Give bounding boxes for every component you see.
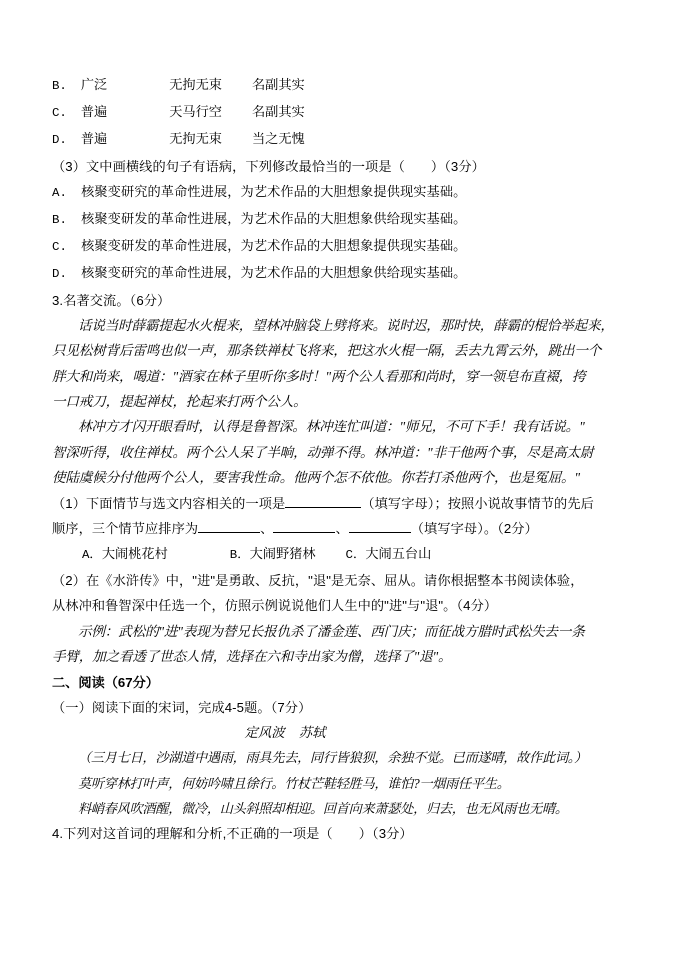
q2-option-b-col1: 广泛 xyxy=(80,77,108,92)
q2-option-b xyxy=(52,72,648,99)
q3-sub1-sep-2: 、 xyxy=(335,520,349,536)
q4-stem xyxy=(52,821,648,846)
q3sub-option-d xyxy=(52,260,648,287)
q2-option-d-letter: D. xyxy=(52,133,67,148)
q3sub-option-a-letter: A. xyxy=(52,185,68,200)
q2-option-b-col3: 名副其实 xyxy=(252,77,305,92)
q2-option-c xyxy=(52,99,648,126)
q3-sub1-line2 xyxy=(52,516,648,541)
q3-sub1-choice-b-text: 大闹野猪林 xyxy=(249,546,316,562)
q3-sub1-line2-pre: 顺序，三个情节应排序为 xyxy=(52,520,199,536)
q3sub-option-b-text: 核聚变研发的革命性进展，为艺术作品的大胆想象供给现实基础。 xyxy=(81,211,467,227)
q3-passage-line-5: 林冲方才闪开眼看时，认得是鲁智深。林冲连忙叫道："师兄，不可下手！我有话说。" xyxy=(78,419,585,435)
q3sub-option-b xyxy=(52,206,648,233)
q3sub-option-c-letter: C. xyxy=(52,240,68,255)
answer-blank-4[interactable] xyxy=(349,532,411,533)
section-2-heading: 二、阅读（67分） xyxy=(52,674,159,690)
q3-sub1-sep-1: 、 xyxy=(260,520,274,536)
poem-author: 苏轼 xyxy=(298,724,326,740)
q3sub-option-a xyxy=(52,179,648,206)
poem-preface: （三月七日，沙湖道中遇雨，雨具先去，同行皆狼狈，余独不觉。已而遂晴，故作此词。） xyxy=(78,750,587,766)
q3-passage-line-3: 胖大和尚来，喝道："酒家在林子里听你多时！"两个公人看那和尚时，穿一领皂布直裰，挎 xyxy=(52,368,586,384)
q2-option-b-letter: B. xyxy=(52,79,67,93)
q4-stem-post: ）（3分） xyxy=(358,826,413,842)
poem-body-line-1: 莫听穿林打叶声，何妨吟啸且徐行。竹杖芒鞋轻胜马，谁怕?一烟雨任平生。 xyxy=(78,775,510,791)
q3-heading: 3.名著交流。（6分） xyxy=(52,292,171,308)
q3-sub1-line1-post: （填写字母）；按照小说故事情节的先后 xyxy=(361,495,594,511)
q2-option-b-col2: 无拘无束 xyxy=(169,77,222,92)
q3-passage-line-4: 一口戒刀，提起禅杖，抡起来打两个公人。 xyxy=(52,394,307,410)
q2-option-c-letter: C. xyxy=(52,106,67,121)
q3-passage-line-2: 只见松树背后雷鸣也似一声，那条铁禅杖飞将来，把这水火棍一隔，丢去九霄云外，跳出一个 xyxy=(52,343,602,359)
answer-blank-1[interactable] xyxy=(285,507,361,508)
q3sub-stem-pre: （3）文中画横线的句子有语病，下列修改最恰当的一项是（ xyxy=(52,158,405,174)
q3sub-stem xyxy=(52,154,648,179)
q3-passage-line-6: 智深听得，收住禅杖。两个公人呆了半晌，动弹不得。林冲道："非干他两个事，尽是高太尉 xyxy=(52,444,594,460)
q3sub-option-d-letter: D. xyxy=(52,267,68,282)
q3sub-option-d-text: 核聚变研究的革命性进展，为艺术作品的大胆想象供给现实基础。 xyxy=(81,265,467,281)
q3-sub1-choice-b-letter: B． xyxy=(229,548,250,563)
q3-passage-line-7: 使陆虞候分付他两个公人，要害我性命。他两个怎不依他。你若打杀他两个，也是冤屈。" xyxy=(52,470,580,486)
q3-sub1-choice-c-text: 大闹五台山 xyxy=(365,546,432,562)
q3-sub1-choice-a-text: 大闹桃花村 xyxy=(101,546,168,562)
q2-option-d-col2: 无拘无束 xyxy=(169,131,222,147)
answer-blank-2[interactable] xyxy=(198,532,260,533)
q2-option-c-col3: 名副其实 xyxy=(252,104,305,120)
q3-passage-line-1: 话说当时薛霸提起水火棍来，望林冲脑袋上劈将来。说时迟，那时快，薛霸的棍恰举起来， xyxy=(78,317,614,333)
q3-sub1-choice-a-letter: A． xyxy=(82,548,102,563)
q3-sub2-line1: （2）在《水浒传》中，"进"是勇敢、反抗，"退"是无奈、屈从。请你根据整本书阅读体验， xyxy=(52,573,584,589)
q3sub-option-c xyxy=(52,233,648,260)
q3-sub1-choice-c-letter: C． xyxy=(345,548,366,563)
q2-option-d xyxy=(52,126,648,153)
q2-option-d-col1: 普遍 xyxy=(80,131,108,147)
q2-option-c-col2: 天马行空 xyxy=(169,104,222,120)
q3-sub1-line1-pre: （1）下面情节与选文内容相关的一项是 xyxy=(52,495,286,511)
q3sub-option-b-letter: B. xyxy=(52,213,68,228)
q3-sub1-choices xyxy=(52,541,648,568)
q3-sub2-example-line1: 示例：武松的"进"表现为替兄长报仇杀了潘金莲、西门庆；而征战方腊时武松失去一条 xyxy=(78,623,585,639)
q3sub-option-c-text: 核聚变研发的革命性进展，为艺术作品的大胆想象提供现实基础。 xyxy=(81,238,467,254)
q4-stem-pre: 4.下列对这首词的理解和分析,不正确的一项是（ xyxy=(52,826,333,842)
q3-sub1-line1 xyxy=(52,491,648,516)
q2-option-c-col1: 普遍 xyxy=(80,104,108,120)
answer-blank-3[interactable] xyxy=(273,532,335,533)
section-2-subheading: （一）阅读下面的宋词，完成4-5题。（7分） xyxy=(52,699,312,715)
q3sub-stem-post: ）（3分） xyxy=(430,158,485,174)
q3-sub1-line2-post: （填写字母）。（2分） xyxy=(410,520,538,536)
q3sub-option-a-text: 核聚变研究的革命性进展，为艺术作品的大胆想象提供现实基础。 xyxy=(81,183,467,199)
poem-body-line-2: 料峭春风吹酒醒，微冷，山头斜照却相迎。回首向来萧瑟处，归去，也无风雨也无晴。 xyxy=(78,800,568,816)
q3-sub2-line2: 从林冲和鲁智深中任选一个，仿照示例说说他们人生中的"进"与"退"。（4分） xyxy=(52,598,498,614)
poem-title: 定风波 xyxy=(244,724,285,740)
q2-option-d-col3: 当之无愧 xyxy=(252,131,305,147)
poem-title-line xyxy=(52,720,648,745)
q3-sub2-example-line2: 手臂，加之看透了世态人情，选择在六和寺出家为僧，选择了"退"。 xyxy=(52,649,452,665)
